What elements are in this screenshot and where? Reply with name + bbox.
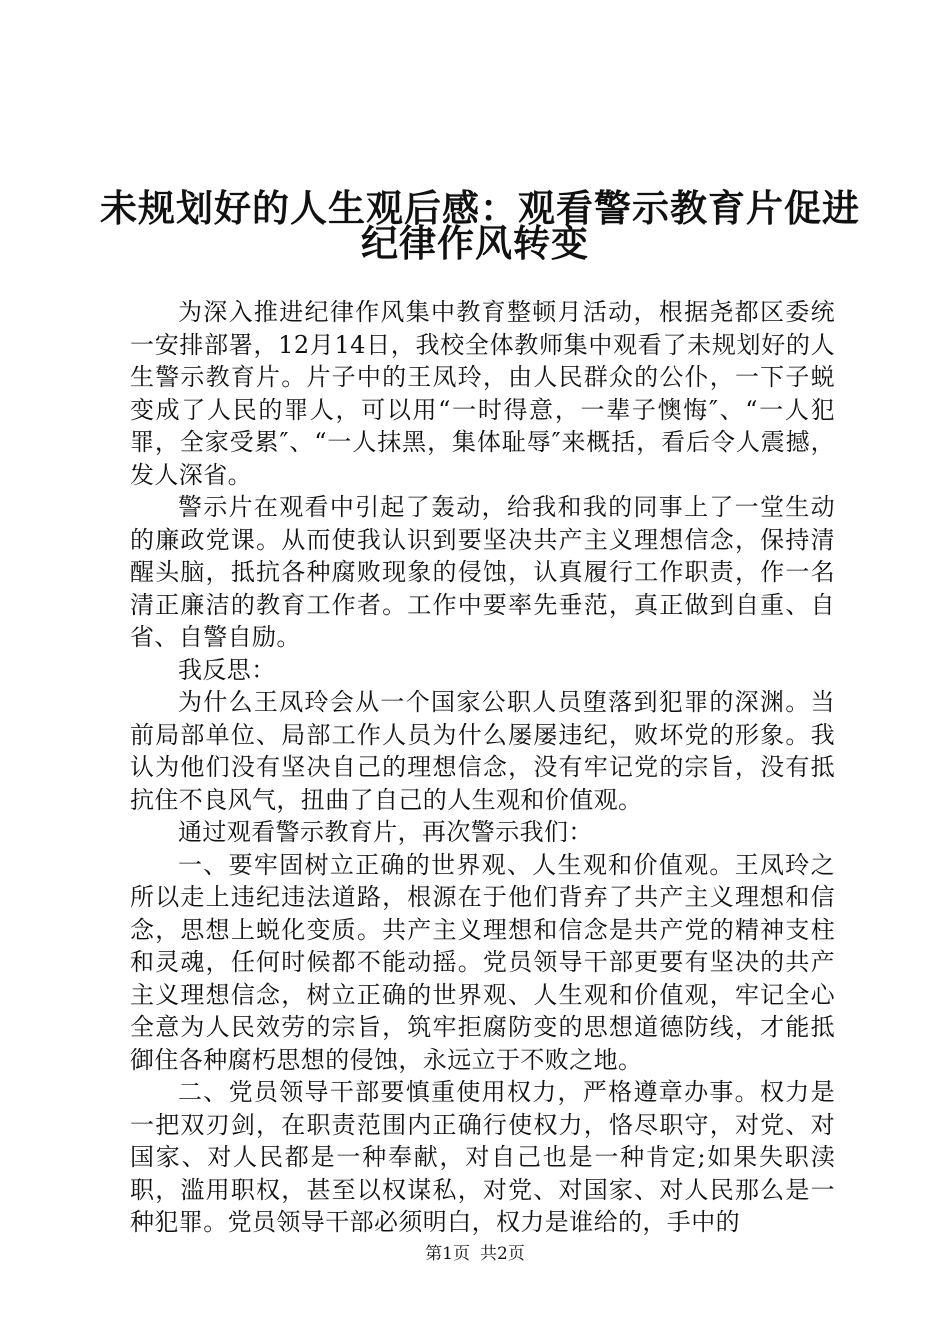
paragraph-reflection: 为什么王凤玲会从一个国家公职人员堕落到犯罪的深渊。当前局部单位、局部工作人员为什么屡屡违纪，败坏党的形象。我认为他们没有坚决自己的理想信念，没有牢记党的宗旨，没有抵抗住不良风气，扭曲了自己的人生观和价值观。 (130, 688, 835, 814)
document-body (130, 296, 835, 1239)
paragraph-lesson-two: 二、党员领导干部要慎重使用权力，严格遵章办事。权力是一把双刃剑，在职责范围内正确行使权力，恪尽职守，对党、对国家、对人民都是一种奉献，对自己也是一种肯定;如果失职渎职，滥用职权，甚至以权谋私，对党、对国家、对人民那么是一种犯罪。党员领导干部必须明白，权力是谁给的，手中的 (130, 1078, 835, 1236)
paragraph-reflection-heading: 我反思： (178, 655, 276, 684)
page-footer (0, 1244, 950, 1264)
paragraph-film-impact: 警示片在观看中引起了轰动，给我和我的同事上了一堂生动的廉政党课。从而使我认识到要坚决共产主义理想信念，保持清醒头脑，抵抗各种腐败现象的侵蚀，认真履行工作职责，作一名清正廉洁的教育工作者。工作中要率先垂范，真正做到自重、自省、自警自励。 (130, 493, 835, 651)
paragraph-intro: 为深入推进纪律作风集中教育整顿月活动，根据尧都区委统一安排部署，12月14日，我校全体教师集中观看了未规划好的人生警示教育片。片子中的王凤玲，由人民群众的公仆，一下子蜕变成了人民的罪人，可以用“一时得意，一辈子懊悔″、“一人犯罪，全家受累″、“一人抹黑，集体耻辱″来概括，看后令人震撼，发人深省。 (130, 298, 835, 489)
paragraph-lesson-one: 一、要牢固树立正确的世界观、人生观和价值观。王凤玲之所以走上违纪违法道路，根源在于他们背弃了共产主义理想和信念，思想上蜕化变质。共产主义理想和信念是共产党的精神支柱和灵魂，任何时候都不能动摇。党员领导干部更要有坚决的共产主义理想信念，树立正确的世界观、人生观和价值观，牢记全心全意为人民效劳的宗旨，筑牢拒腐防变的思想道德防线，才能抵御住各种腐朽思想的侵蚀，永远立于不败之地。 (130, 850, 835, 1074)
paragraph-lessons-heading: 通过观看警示教育片，再次警示我们： (178, 818, 593, 846)
document-title-line-2: 纪律作风转变 (361, 221, 589, 265)
document-title-line-1: 未规划好的人生观后感：观看警示教育片促进 (100, 186, 860, 230)
page-number: 第1页 (425, 1244, 470, 1264)
page-total: 共2页 (480, 1244, 525, 1264)
